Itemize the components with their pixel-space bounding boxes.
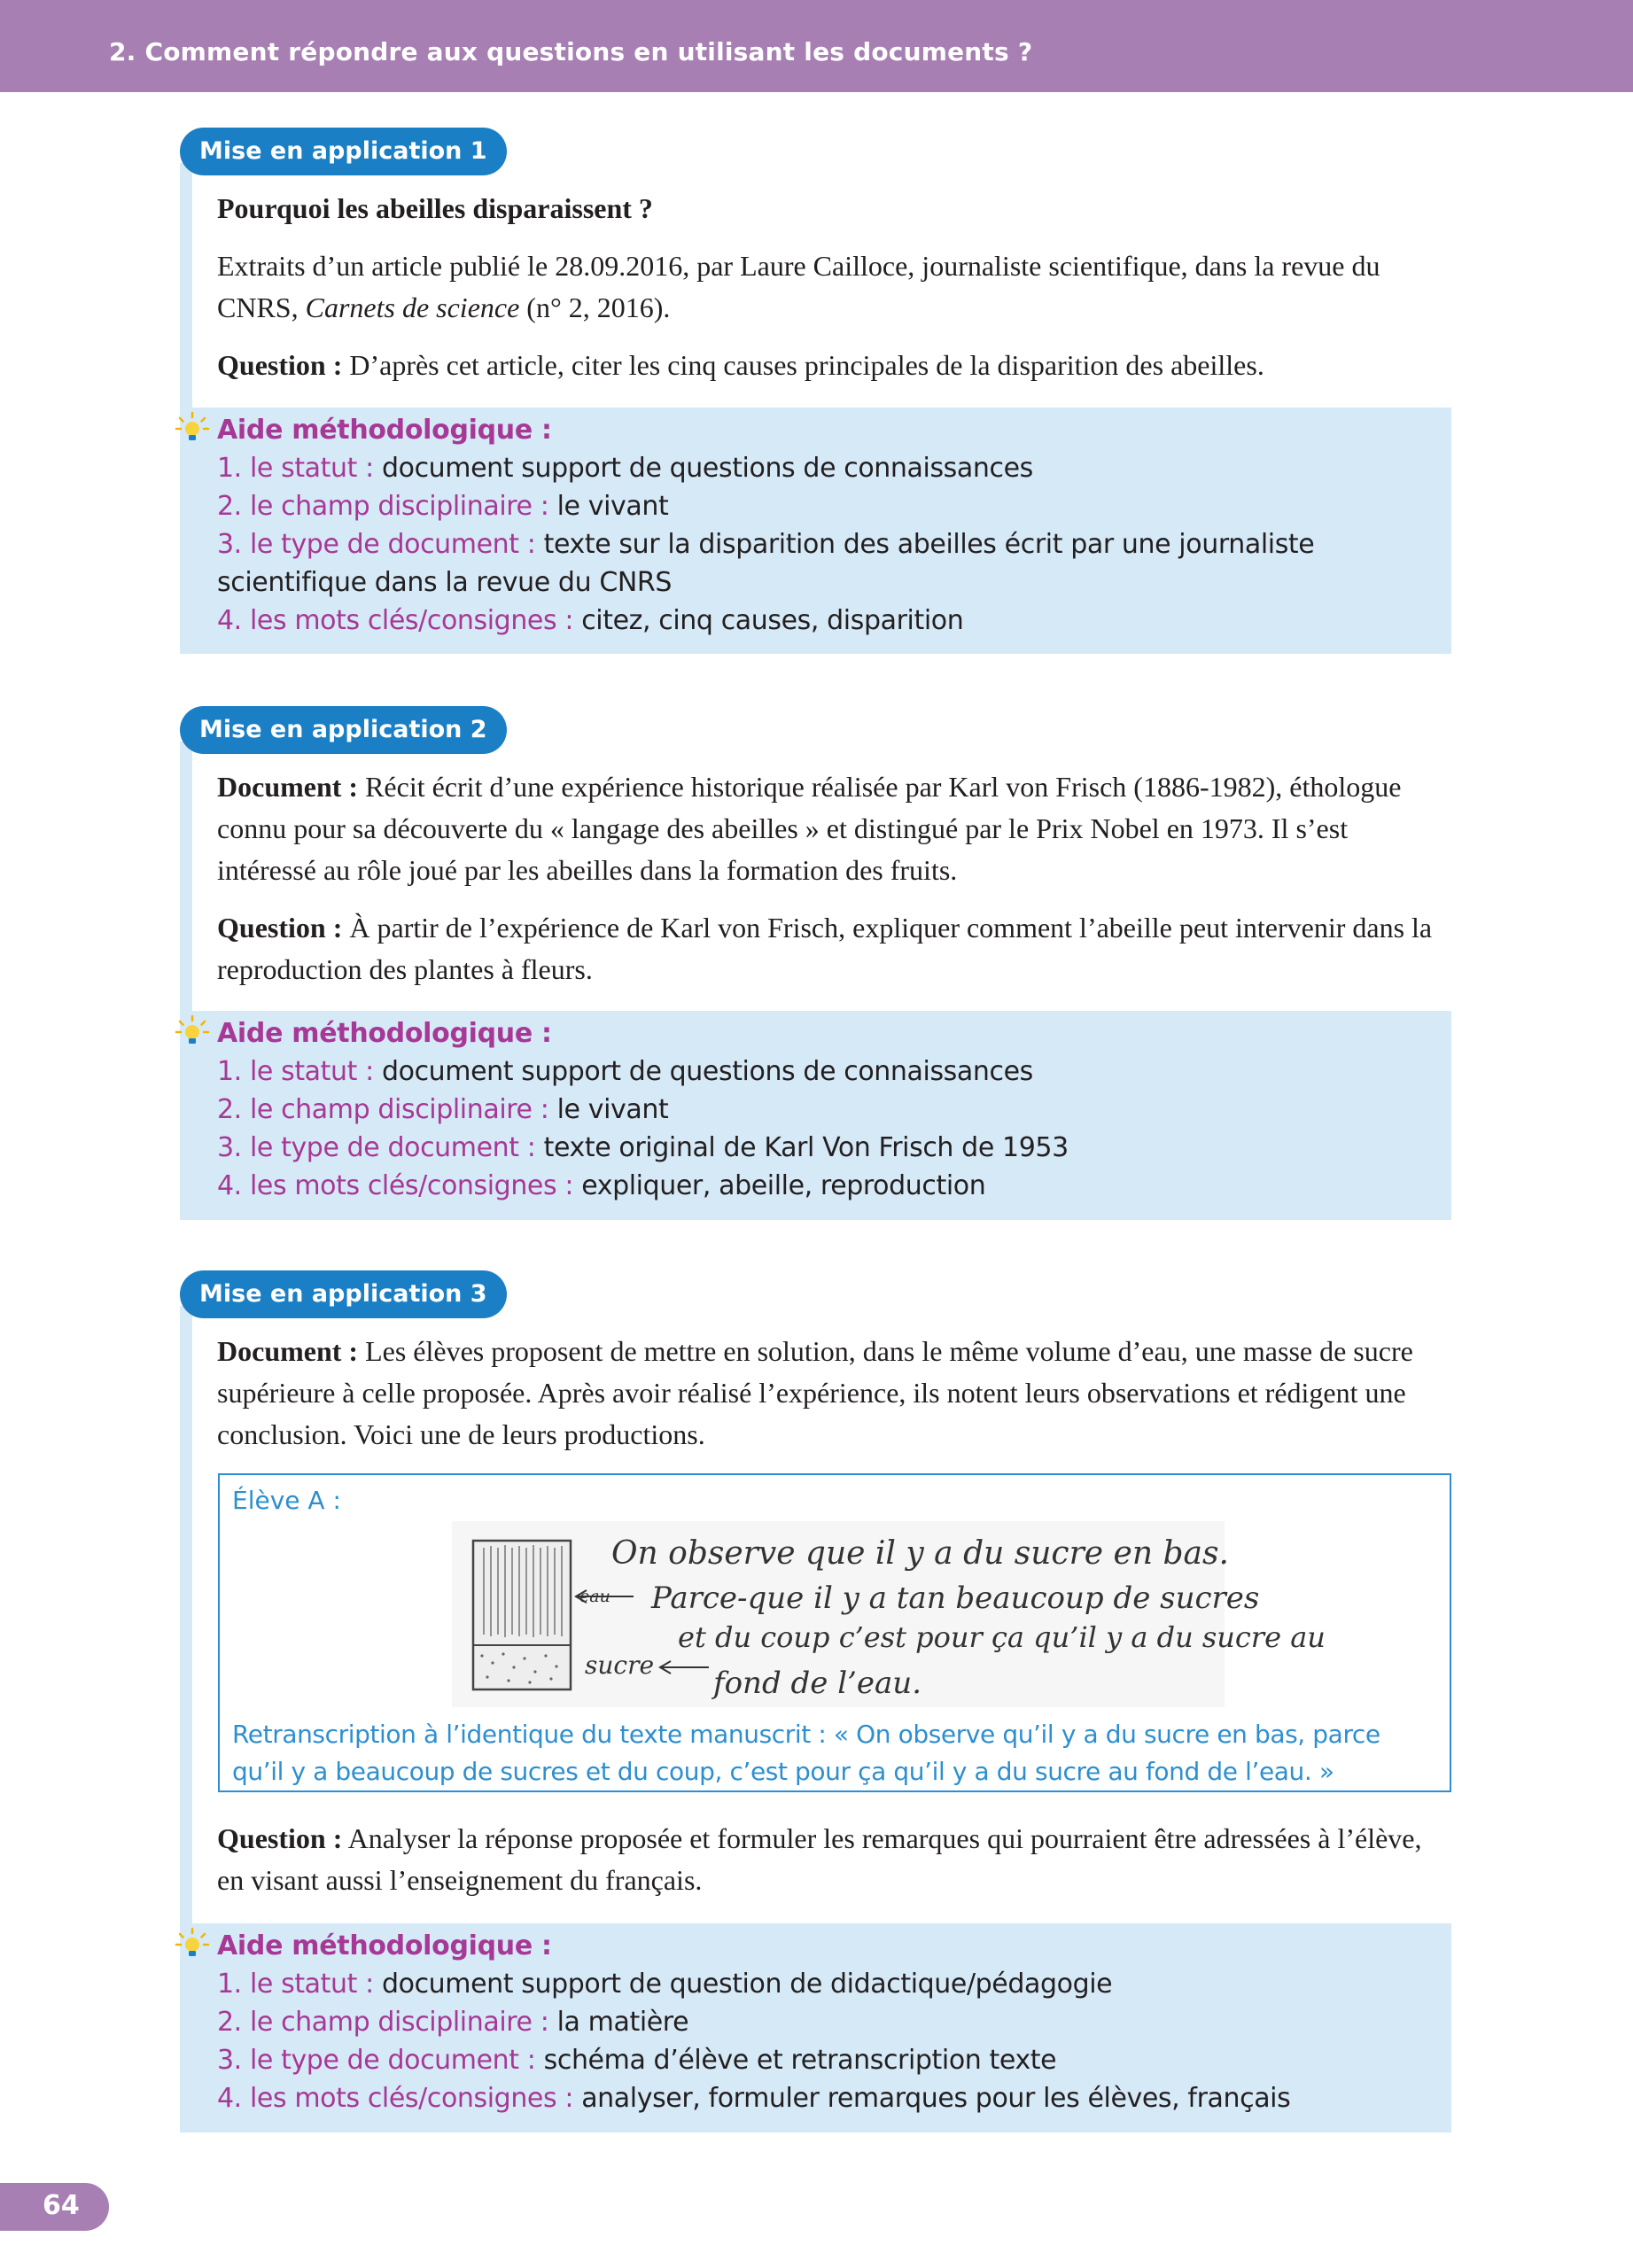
aide-item: 3. le type de document : texte sur la disparition des abeilles écrit par une journaliste scientifique dans la revue du CNRS <box>217 529 1315 598</box>
handwritten-line: et du coup c’est pour ça qu’il y a du sucre au <box>678 1620 1326 1654</box>
aide-item: 4. les mots clés/consignes : expliquer, abeille, reproduction <box>217 1170 986 1201</box>
sugar-annotation: sucre <box>585 1651 655 1680</box>
question-label: Question : <box>217 912 343 944</box>
section-heading: Pourquoi les abeilles disparaissent ? <box>217 192 653 224</box>
page-number: 64 <box>43 2190 80 2221</box>
source-citation <box>217 245 1451 329</box>
lightbulb-icon <box>175 1927 210 1962</box>
student-drawing <box>452 1521 1326 1707</box>
document-text: Les élèves proposent de mettre en solution, dans le même volume d’eau, une masse de sucre supérieure à celle proposée. Après avoir réalisé l’expérience, ils notent leurs observations et rédigent une conclusion. Voici une de leurs productions. <box>217 1335 1413 1450</box>
aide-item: 4. les mots clés/consignes : analyser, formuler remarques pour les élèves, français <box>217 2083 1291 2114</box>
source-prefix: Extraits d’un article publié le 28.09.2016, par Laure Cailloce, journaliste scientifique, dans la revue du CNRS, <box>217 250 1380 323</box>
aide-items <box>217 449 1434 640</box>
section-side-bar <box>180 1306 192 1970</box>
water-annotation: eau <box>579 1587 610 1606</box>
aide-item: 1. le statut : document support de questions de connaissances <box>217 453 1033 484</box>
question-text: À partir de l’expérience de Karl von Frisch, expliquer comment l’abeille peut intervenir dans la reproduction des plantes à fleurs. <box>217 912 1433 985</box>
aide-items <box>217 1965 1434 2117</box>
handwritten-line: Parce-que il y a tan beaucoup de sucres <box>651 1581 1260 1616</box>
document-label: Document : <box>217 771 359 803</box>
handwritten-scan <box>452 1521 1326 1707</box>
aide-item: 3. le type de document : texte original de Karl Von Frisch de 1953 <box>217 1132 1069 1163</box>
document-description <box>217 1331 1451 1456</box>
question-text: D’après cet article, citer les cinq causes principales de la disparition des abeilles. <box>342 349 1264 381</box>
section-tag: Mise en application 2 <box>180 706 507 754</box>
aide-item: 1. le statut : document support de question de didactique/pédagogie <box>217 1969 1113 2000</box>
aide-methodologique-box <box>180 1011 1451 1220</box>
question <box>217 345 1451 386</box>
retranscription-text: Retranscription à l’identique du texte manuscrit : « On observe qu’il y a du sucre en bas, parce qu’il y a beaucoup de sucres et du coup, c’est pour ça qu’il y a du sucre au fond de l’eau. » <box>232 1720 1380 1786</box>
source-suffix: (n° 2, 2016). <box>519 291 671 323</box>
aide-item: 1. le statut : document support de questions de connaissances <box>217 1056 1033 1087</box>
question-label: Question : <box>217 1822 343 1854</box>
question-label: Question : <box>217 349 343 381</box>
aide-item: 4. les mots clés/consignes : citez, cinq causes, disparition <box>217 605 964 636</box>
aide-title: Aide méthodologique : <box>217 1930 552 1961</box>
aide-items <box>217 1052 1434 1205</box>
aide-methodologique-box <box>180 1923 1451 2132</box>
page-number-tab <box>0 2183 109 2231</box>
aide-title: Aide méthodologique : <box>217 1018 552 1049</box>
document-description <box>217 766 1451 891</box>
aide-item: 2. le champ disciplinaire : le vivant <box>217 491 669 522</box>
aide-methodologique-box <box>180 408 1451 654</box>
source-title: Carnets de science <box>305 291 520 323</box>
handwritten-line: On observe que il y a du sucre en bas. <box>611 1535 1229 1572</box>
handwritten-line: fond de l’eau. <box>713 1666 921 1701</box>
document-label: Document : <box>217 1335 359 1367</box>
lightbulb-icon <box>175 411 210 447</box>
aide-title: Aide méthodologique : <box>217 415 552 446</box>
question <box>217 907 1451 990</box>
document-text: Récit écrit d’une expérience historique réalisée par Karl von Frisch (1886-1982), éthologue connu pour sa découverte du « langage des abeilles » et distingué par le Prix Nobel en 1973. Il s’est intéressé au rôle joué par les abeilles dans la formation des fruits. <box>217 771 1402 886</box>
chapter-title: 2. Comment répondre aux questions en utilisant les documents ? <box>109 37 1033 66</box>
section-content <box>217 188 1451 386</box>
lightbulb-icon <box>175 1014 210 1050</box>
question <box>217 1818 1451 1901</box>
question-text: Analyser la réponse proposée et formuler les remarques qui pourraient être adressées à l’élève, en visant aussi l’enseignement du français. <box>217 1822 1422 1896</box>
section-content <box>217 766 1451 990</box>
aide-item: 2. le champ disciplinaire : la matière <box>217 2007 689 2038</box>
student-production-box <box>218 1473 1451 1792</box>
section-question <box>217 1818 1451 1901</box>
student-label: Élève A : <box>232 1486 341 1515</box>
aide-item: 2. le champ disciplinaire : le vivant <box>217 1094 669 1125</box>
section-content <box>217 1331 1451 1456</box>
section-tag: Mise en application 3 <box>180 1270 507 1318</box>
section-tag: Mise en application 1 <box>180 128 507 175</box>
aide-item: 3. le type de document : schéma d’élève et retranscription texte <box>217 2045 1057 2076</box>
